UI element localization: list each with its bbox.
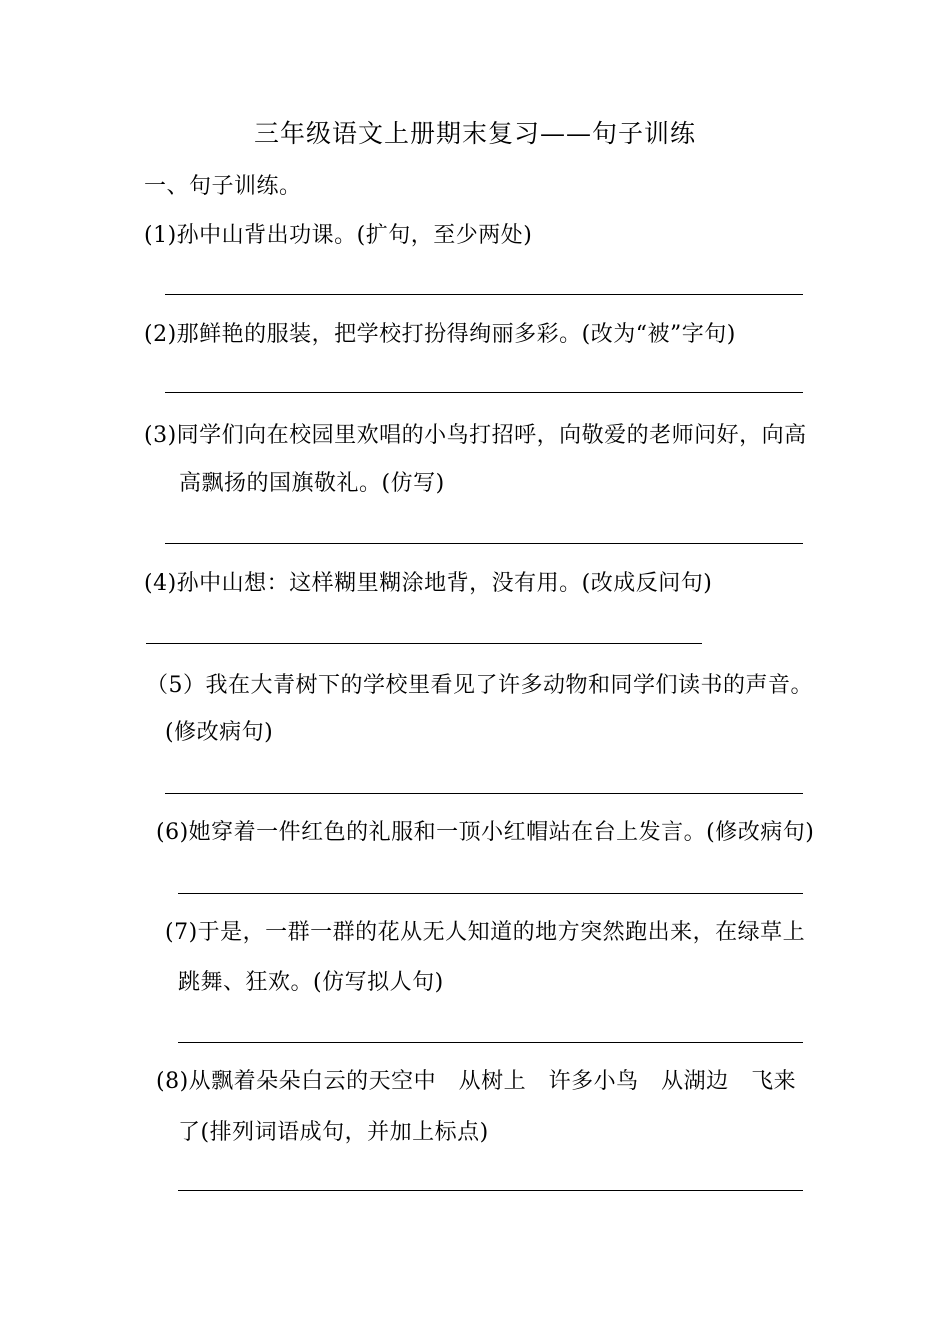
answer-line-4[interactable] <box>146 643 702 644</box>
question-8-line-2: 了(排列词语成句，并加上标点) <box>178 1120 489 1145</box>
answer-line-8[interactable] <box>178 1190 803 1191</box>
question-2: (2)那鲜艳的服装，把学校打扮得绚丽多彩。(改为“被”字句) <box>144 322 736 347</box>
question-7-line-2: 跳舞、狂欢。(仿写拟人句) <box>178 970 444 995</box>
answer-line-1[interactable] <box>165 294 803 295</box>
answer-line-2[interactable] <box>165 392 803 393</box>
question-1: (1)孙中山背出功课。(扩句，至少两处) <box>144 223 533 248</box>
section-heading: 一、句子训练。 <box>144 174 302 199</box>
question-5-line-1: （5）我在大青树下的学校里看见了许多动物和同学们读书的声音。 <box>146 673 813 698</box>
question-5-line-2: (修改病句) <box>165 720 274 745</box>
question-3-line-2: 高飘扬的国旗敬礼。(仿写) <box>179 471 445 496</box>
question-3-line-1: (3)同学们向在校园里欢唱的小鸟打招呼，向敬爱的老师问好，向高 <box>144 423 807 448</box>
answer-line-5[interactable] <box>165 793 803 794</box>
page-title: 三年级语文上册期末复习——句子训练 <box>253 119 696 148</box>
answer-line-7[interactable] <box>178 1042 803 1043</box>
question-6: (6)她穿着一件红色的礼服和一顶小红帽站在台上发言。(修改病句) <box>156 820 815 845</box>
question-4: (4)孙中山想：这样糊里糊涂地背，没有用。(改成反问句) <box>144 571 713 596</box>
answer-line-3[interactable] <box>165 543 803 544</box>
question-7-line-1: (7)于是，一群一群的花从无人知道的地方突然跑出来，在绿草上 <box>165 920 806 945</box>
question-8-line-1: (8)从飘着朵朵白云的天空中 从树上 许多小鸟 从湖边 飞来 <box>156 1069 797 1094</box>
answer-line-6[interactable] <box>178 893 803 894</box>
